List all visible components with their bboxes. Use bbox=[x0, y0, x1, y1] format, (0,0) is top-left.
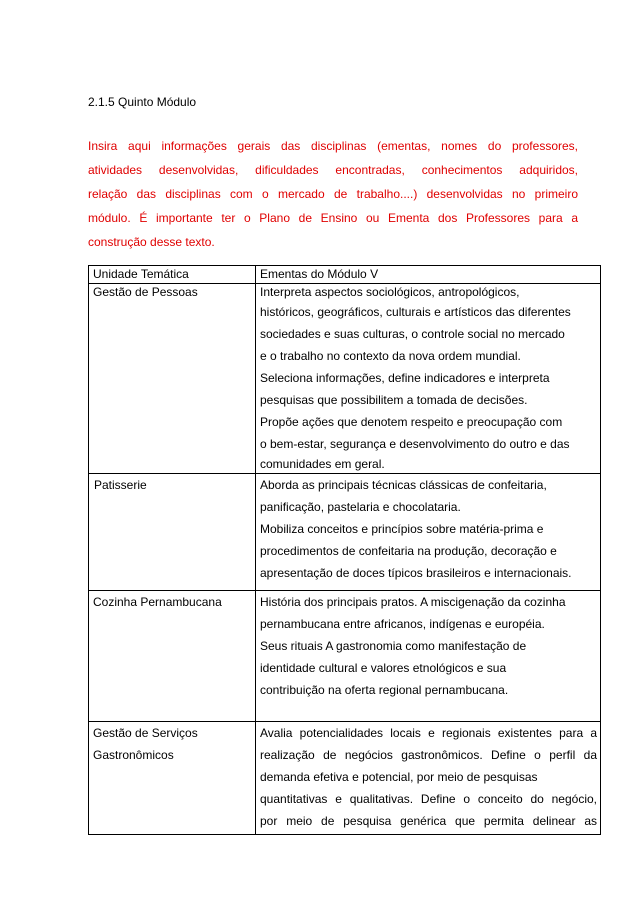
unit-cell bbox=[89, 284, 256, 474]
intro-line: módulo. É importante ter o Plano de Ensino ou Ementa dos Professores para a bbox=[88, 211, 578, 225]
ementa-line: pesquisas que possibilitem a tomada de decisões. bbox=[260, 393, 528, 407]
intro-paragraph bbox=[88, 134, 578, 254]
table-row bbox=[89, 474, 601, 591]
intro-line: construção desse texto. bbox=[88, 235, 215, 249]
unit-name: Gastronômicos bbox=[93, 748, 174, 762]
ementa-line: sociedades e suas culturas, o controle social no mercado bbox=[260, 327, 565, 341]
ementa-line: quantitativas e qualitativas. Define o conceito do negócio, bbox=[260, 792, 597, 806]
modules-table bbox=[88, 265, 601, 835]
ementa-line: contribuição na oferta regional pernambucana. bbox=[260, 683, 509, 697]
ementa-line: panificação, pastelaria e chocolataria. bbox=[260, 500, 461, 514]
ementa-line: o bem-estar, segurança e desenvolvimento do outro e das bbox=[260, 437, 570, 451]
header-unit: Unidade Temática bbox=[89, 266, 256, 284]
ementa-line: Mobiliza conceitos e princípios sobre matéria-prima e bbox=[260, 522, 544, 536]
unit-name: Gestão de Serviços bbox=[93, 726, 198, 740]
ementa-line: históricos, geográficos, culturais e artísticos das diferentes bbox=[260, 305, 571, 319]
ementa-line: Seus rituais A gastronomia como manifestação de bbox=[260, 639, 527, 653]
ementa-line: comunidades em geral. bbox=[260, 457, 385, 471]
ementa-line: pernambucana entre africanos, indígenas e européia. bbox=[260, 617, 545, 631]
ementa-line: Interpreta aspectos sociológicos, antropológicos, bbox=[260, 285, 520, 299]
ementa-cell bbox=[256, 591, 601, 722]
ementa-line: procedimentos de confeitaria na produção, decoração e bbox=[260, 544, 557, 558]
unit-name: Cozinha Pernambucana bbox=[93, 595, 222, 609]
ementa-line: Avalia potencialidades locais e regionais existentes para a bbox=[260, 726, 597, 740]
ementa-line: e o trabalho no contexto da nova ordem mundial. bbox=[260, 349, 521, 363]
unit-cell bbox=[89, 474, 256, 591]
header-ementas: Ementas do Módulo V bbox=[256, 266, 601, 284]
ementa-line: por meio de pesquisa genérica que permita delinear as bbox=[260, 814, 597, 828]
ementa-line: Propõe ações que denotem respeito e preocupação com bbox=[260, 415, 563, 429]
ementa-line: História dos principais pratos. A miscigenação da cozinha bbox=[260, 595, 566, 609]
table-row bbox=[89, 284, 601, 474]
intro-line: atividades desenvolvidas, dificuldades encontradas, conhecimentos adquiridos, bbox=[88, 163, 578, 177]
unit-name: Gestão de Pessoas bbox=[93, 285, 198, 299]
unit-cell bbox=[89, 722, 256, 835]
ementa-cell bbox=[256, 284, 601, 474]
ementa-line: Aborda as principais técnicas clássicas de confeitaria, bbox=[260, 478, 547, 492]
ementa-line: identidade cultural e valores etnológicos e sua bbox=[260, 661, 507, 675]
ementa-line: realização de negócios gastronômicos. Define o perfil da bbox=[260, 748, 597, 762]
intro-line: Insira aqui informações gerais das disciplinas (ementas, nomes do professores, bbox=[88, 139, 578, 153]
table-row bbox=[89, 591, 601, 722]
ementa-cell bbox=[256, 474, 601, 591]
section-heading: 2.1.5 Quinto Módulo bbox=[88, 95, 197, 109]
ementa-line: Seleciona informações, define indicadores e interpreta bbox=[260, 371, 550, 385]
intro-line: relação das disciplinas com o mercado de trabalho....) desenvolvidas no primeiro bbox=[88, 187, 578, 201]
unit-name: Patisserie bbox=[94, 478, 147, 492]
unit-cell bbox=[89, 591, 256, 722]
ementa-cell bbox=[256, 722, 601, 835]
ementa-line: demanda efetiva e potencial, por meio de pesquisas bbox=[260, 770, 538, 784]
table-header-row bbox=[89, 266, 601, 284]
ementa-line: apresentação de doces típicos brasileiros e internacionais. bbox=[260, 566, 572, 580]
table-row bbox=[89, 722, 601, 835]
